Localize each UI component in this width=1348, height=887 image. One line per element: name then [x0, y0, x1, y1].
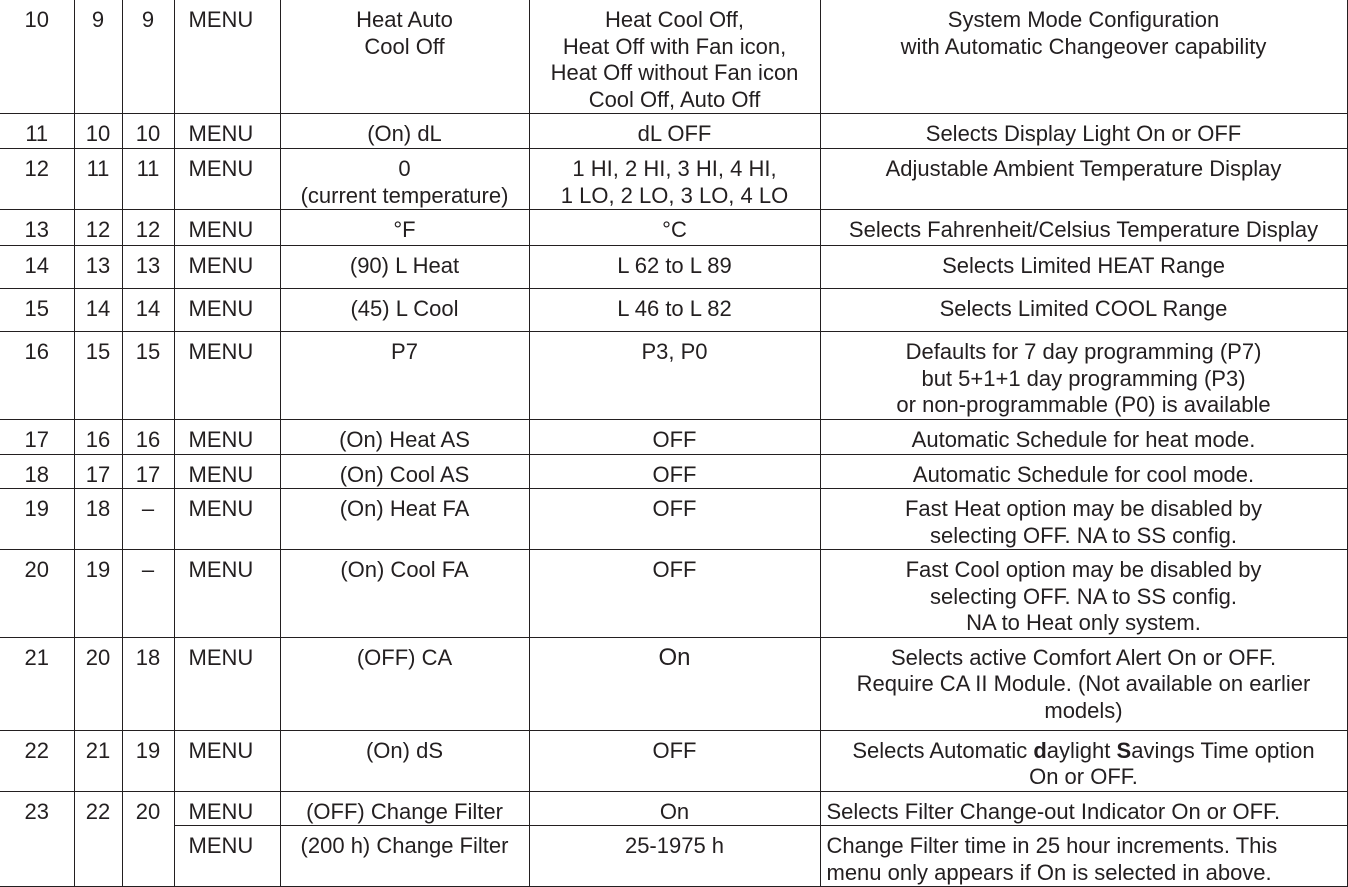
alt-step2-cell: –	[122, 489, 174, 550]
options-cell	[529, 489, 820, 550]
description-cell	[820, 791, 1347, 826]
option-line: °C	[662, 217, 687, 242]
table-row	[0, 210, 1347, 246]
key-cell: MENU	[174, 791, 280, 826]
table-row	[0, 826, 1347, 887]
default-line: (OFF) Change Filter	[306, 798, 503, 824]
description-line: selecting OFF. NA to SS config.	[930, 583, 1237, 609]
default-line: (On) dS	[365, 737, 444, 763]
table-row	[0, 0, 1347, 114]
step-number-cell: 12	[0, 149, 74, 210]
description-line: menu only appears if On is selected in above.	[826, 859, 1272, 885]
default-setting-cell	[280, 826, 529, 887]
option-line: Heat Cool Off,	[605, 7, 744, 32]
description-line	[825, 738, 1343, 765]
alt-step2-cell: 15	[122, 332, 174, 420]
alt-step-cell: 20	[74, 637, 122, 730]
step-number-cell: 20	[0, 550, 74, 638]
table-row	[0, 420, 1347, 455]
default-line: (On) Heat AS	[339, 427, 470, 452]
description-cell	[820, 114, 1347, 149]
default-line: (90) L Heat	[349, 253, 460, 278]
description-cell	[820, 149, 1347, 210]
description-line: Selects active Comfort Alert On or OFF.	[890, 644, 1277, 670]
alt-step2-cell: 12	[122, 210, 174, 246]
options-cell	[529, 791, 820, 826]
default-line: (OFF) CA	[356, 644, 453, 670]
default-setting-cell	[280, 791, 529, 826]
alt-step-cell: 19	[74, 550, 122, 638]
description-cell	[820, 730, 1347, 791]
table-row	[0, 730, 1347, 791]
option-line: Heat Off without Fan icon	[550, 60, 799, 85]
alt-step-cell: 10	[74, 114, 122, 149]
key-cell: MENU	[174, 489, 280, 550]
default-line: (45) L Cool	[350, 296, 459, 321]
step-number-cell: 10	[0, 0, 74, 114]
description-line: models)	[1044, 697, 1123, 723]
description-cell	[820, 826, 1347, 887]
description-line: Selects Filter Change-out Indicator On or OFF.	[826, 798, 1281, 824]
options-cell	[529, 246, 820, 289]
default-line: °F	[393, 217, 416, 242]
alt-step2-cell: –	[122, 550, 174, 638]
emphasis-letter: d	[1033, 737, 1047, 763]
table-row	[0, 637, 1347, 730]
key-cell: MENU	[174, 210, 280, 246]
default-line: P7	[391, 339, 418, 364]
table-row	[0, 114, 1347, 149]
default-setting-cell	[280, 0, 529, 114]
step-number-cell: 18	[0, 454, 74, 489]
options-cell	[529, 550, 820, 638]
description-cell	[820, 420, 1347, 455]
alt-step-cell: 9	[74, 0, 122, 114]
alt-step2-cell: 9	[122, 0, 174, 114]
options-cell	[529, 289, 820, 332]
options-cell	[529, 730, 820, 791]
alt-step-cell: 21	[74, 730, 122, 791]
default-setting-cell	[280, 210, 529, 246]
option-line: 1 HI, 2 HI, 3 HI, 4 HI,	[572, 156, 777, 181]
key-cell: MENU	[174, 149, 280, 210]
description-cell	[820, 246, 1347, 289]
description-line: Selects Fahrenheit/Celsius Temperature Display	[848, 217, 1319, 242]
key-cell: MENU	[174, 332, 280, 420]
description-line: Adjustable Ambient Temperature Display	[885, 156, 1282, 181]
options-cell	[529, 114, 820, 149]
description-text: Selects Automatic	[852, 737, 1034, 763]
options-cell	[529, 637, 820, 730]
table-row	[0, 489, 1347, 550]
key-cell: MENU	[174, 420, 280, 455]
step-number-cell: 16	[0, 332, 74, 420]
options-cell	[529, 210, 820, 246]
default-line: Cool Off	[364, 33, 445, 59]
description-cell	[820, 332, 1347, 420]
description-line: NA to Heat only system.	[966, 610, 1201, 635]
default-setting-cell	[280, 149, 529, 210]
option-line: On	[659, 798, 690, 824]
alt-step2-cell: 16	[122, 420, 174, 455]
default-setting-cell	[280, 114, 529, 149]
description-line: Defaults for 7 day programming (P7)	[905, 339, 1262, 364]
key-cell: MENU	[174, 0, 280, 114]
description-line: System Mode Configuration	[947, 7, 1220, 32]
step-number-cell: 13	[0, 210, 74, 246]
alt-step-cell: 16	[74, 420, 122, 455]
option-line: 1 LO, 2 LO, 3 LO, 4 LO	[560, 182, 789, 208]
default-line: (200 h) Change Filter	[300, 833, 509, 858]
table-row	[0, 791, 1347, 826]
alt-step-cell: 18	[74, 489, 122, 550]
step-number-cell: 22	[0, 730, 74, 791]
alt-step2-cell: 18	[122, 637, 174, 730]
description-line: Selects Limited HEAT Range	[942, 253, 1225, 278]
description-line: but 5+1+1 day programming (P3)	[921, 365, 1246, 391]
default-setting-cell	[280, 637, 529, 730]
description-line: selecting OFF. NA to SS config.	[930, 522, 1237, 548]
options-cell	[529, 454, 820, 489]
step-number-cell: 17	[0, 420, 74, 455]
option-line: L 62 to L 89	[617, 253, 732, 278]
description-line: Fast Heat option may be disabled by	[904, 496, 1263, 521]
step-number-cell: 23	[0, 791, 74, 887]
default-setting-cell	[280, 730, 529, 791]
default-setting-cell	[280, 332, 529, 420]
description-line: with Automatic Changeover capability	[900, 33, 1267, 59]
table-row	[0, 454, 1347, 489]
description-cell	[820, 210, 1347, 246]
key-cell: MENU	[174, 550, 280, 638]
options-cell	[529, 149, 820, 210]
alt-step-cell: 11	[74, 149, 122, 210]
default-setting-cell	[280, 420, 529, 455]
default-setting-cell	[280, 454, 529, 489]
key-cell: MENU	[174, 730, 280, 791]
table-row	[0, 149, 1347, 210]
description-line: or non-programmable (P0) is available	[896, 392, 1271, 417]
alt-step2-cell: 20	[122, 791, 174, 887]
description-cell	[820, 454, 1347, 489]
step-number-cell: 11	[0, 114, 74, 149]
option-line: On	[658, 643, 691, 671]
alt-step2-cell: 11	[122, 149, 174, 210]
description-line: On or OFF.	[1029, 764, 1138, 789]
alt-step2-cell: 10	[122, 114, 174, 149]
key-cell: MENU	[174, 289, 280, 332]
option-line: OFF	[652, 737, 697, 763]
step-number-cell: 14	[0, 246, 74, 289]
alt-step-cell: 12	[74, 210, 122, 246]
description-line: Automatic Schedule for heat mode.	[911, 427, 1256, 452]
description-line: Change Filter time in 25 hour increments. This	[826, 833, 1278, 858]
step-number-cell: 21	[0, 637, 74, 730]
alt-step2-cell: 17	[122, 454, 174, 489]
alt-step-cell: 14	[74, 289, 122, 332]
description-text: avings Time option	[1131, 737, 1315, 763]
option-line: Cool Off, Auto Off	[588, 86, 761, 112]
default-line: (current temperature)	[300, 182, 509, 208]
default-line: (On) Cool FA	[340, 557, 469, 582]
step-number-cell: 19	[0, 489, 74, 550]
option-line: OFF	[652, 461, 697, 487]
description-line: Require CA II Module. (Not available on earlier	[856, 671, 1311, 696]
alt-step-cell: 22	[74, 791, 122, 887]
alt-step2-cell: 13	[122, 246, 174, 289]
step-number-cell: 15	[0, 289, 74, 332]
alt-step-cell: 13	[74, 246, 122, 289]
description-cell	[820, 489, 1347, 550]
default-line: 0	[398, 156, 411, 181]
key-cell: MENU	[174, 826, 280, 887]
key-cell: MENU	[174, 454, 280, 489]
default-line: (On) Heat FA	[339, 496, 470, 521]
description-cell	[820, 550, 1347, 638]
key-cell: MENU	[174, 246, 280, 289]
alt-step2-cell: 19	[122, 730, 174, 791]
options-cell	[529, 0, 820, 114]
option-line: L 46 to L 82	[617, 296, 732, 321]
option-line: OFF	[652, 557, 697, 582]
description-line: Selects Limited COOL Range	[939, 296, 1228, 321]
option-line: dL OFF	[637, 121, 712, 146]
option-line: Heat Off with Fan icon,	[562, 33, 787, 59]
option-line: OFF	[652, 496, 697, 521]
alt-step-cell: 15	[74, 332, 122, 420]
table-row	[0, 332, 1347, 420]
default-line: (On) dL	[367, 121, 442, 146]
option-line: P3, P0	[641, 339, 708, 364]
description-line: Automatic Schedule for cool mode.	[912, 461, 1255, 487]
description-cell	[820, 637, 1347, 730]
description-cell	[820, 289, 1347, 332]
option-line: 25-1975 h	[624, 833, 725, 858]
emphasis-letter: S	[1116, 737, 1132, 763]
table-row	[0, 289, 1347, 332]
default-setting-cell	[280, 489, 529, 550]
key-cell: MENU	[174, 637, 280, 730]
description-line: Fast Cool option may be disabled by	[905, 557, 1262, 582]
options-cell	[529, 826, 820, 887]
options-cell	[529, 420, 820, 455]
table-row	[0, 550, 1347, 638]
alt-step-cell: 17	[74, 454, 122, 489]
default-line: (On) Cool AS	[339, 461, 470, 487]
default-setting-cell	[280, 550, 529, 638]
description-text: aylight	[1046, 737, 1117, 763]
option-line: OFF	[652, 427, 697, 452]
description-cell	[820, 0, 1347, 114]
alt-step2-cell: 14	[122, 289, 174, 332]
table-row	[0, 246, 1347, 289]
default-setting-cell	[280, 246, 529, 289]
description-line: Selects Display Light On or OFF	[925, 121, 1242, 146]
options-cell	[529, 332, 820, 420]
key-cell: MENU	[174, 114, 280, 149]
default-line: Heat Auto	[356, 7, 453, 32]
default-setting-cell	[280, 289, 529, 332]
